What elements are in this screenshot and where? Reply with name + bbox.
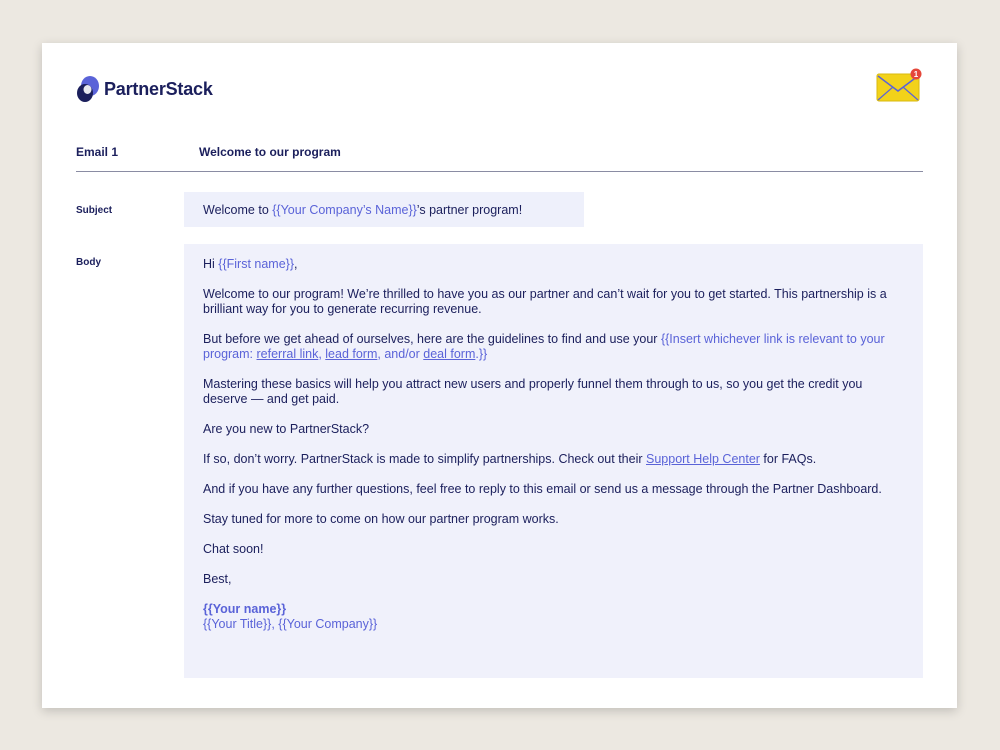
body-paragraph-chat: Chat soon! [203, 542, 264, 556]
signature-title: {{Your Title}}, {{Your Company}} [203, 617, 378, 631]
signature [203, 602, 904, 632]
support-prefix: If so, don’t worry. PartnerStack is made to simplify partnerships. Check out their [203, 452, 646, 466]
partnerstack-logo-icon [76, 76, 100, 102]
link-placeholder-end: .}} [475, 347, 488, 361]
brand-name: PartnerStack [104, 78, 213, 99]
notification-badge-count: 1 [913, 70, 919, 79]
email-header-row [76, 145, 922, 171]
subject-field[interactable] [184, 192, 584, 227]
subject-company-placeholder: {{Your Company’s Name}} [272, 203, 417, 217]
body-paragraph-support [203, 452, 904, 467]
email-title: Welcome to our program [199, 145, 341, 159]
first-name-placeholder: {{First name}} [218, 257, 295, 271]
email-template-card [42, 43, 957, 708]
lead-form-link[interactable]: lead form [325, 347, 378, 361]
body-paragraph-stay-tuned: Stay tuned for more to come on how our partner program works. [203, 512, 559, 526]
body-paragraph-guidelines [203, 332, 904, 362]
body-paragraph-new: Are you new to PartnerStack? [203, 422, 370, 436]
referral-link[interactable]: referral link [256, 347, 319, 361]
subject-prefix: Welcome to [203, 203, 273, 217]
body-paragraph-sign-off: Best, [203, 572, 232, 586]
support-suffix: for FAQs. [759, 452, 817, 466]
guidelines-prefix: But before we get ahead of ourselves, here are the guidelines to find and use your [203, 332, 661, 346]
greeting-line [203, 257, 904, 272]
support-help-center-link[interactable]: Support Help Center [646, 452, 760, 466]
link-separator-2: , and/or [377, 347, 424, 361]
greeting-prefix: Hi [203, 257, 219, 271]
link-placeholder-start: {{Insert whichever link is relevant to your program: [203, 332, 885, 361]
signature-name: {{Your name}} [203, 602, 287, 616]
body-paragraph-welcome: Welcome to our program! We’re thrilled to have you as our partner and can’t wait for you to get started. This partnership is a brilliant way for you to generate recurring revenue. [203, 287, 887, 316]
partnerstack-logo [76, 76, 213, 102]
subject-suffix: ’s partner program! [416, 203, 523, 217]
body-field[interactable] [184, 244, 923, 678]
link-separator-1: , [318, 347, 326, 361]
subject-label: Subject [76, 205, 113, 216]
envelope-notification[interactable] [876, 68, 924, 104]
email-number: Email 1 [76, 145, 119, 159]
envelope-icon [876, 68, 924, 104]
header-divider [76, 171, 923, 172]
body-paragraph-basics: Mastering these basics will help you attract new users and properly funnel them through to us, so you get the credit you deserve — and get paid. [203, 377, 863, 406]
body-label: Body [76, 257, 101, 268]
body-paragraph-questions: And if you have any further questions, feel free to reply to this email or send us a message through the Partner Dashboard. [203, 482, 882, 496]
deal-form-link[interactable]: deal form [423, 347, 476, 361]
greeting-suffix: , [294, 257, 298, 271]
